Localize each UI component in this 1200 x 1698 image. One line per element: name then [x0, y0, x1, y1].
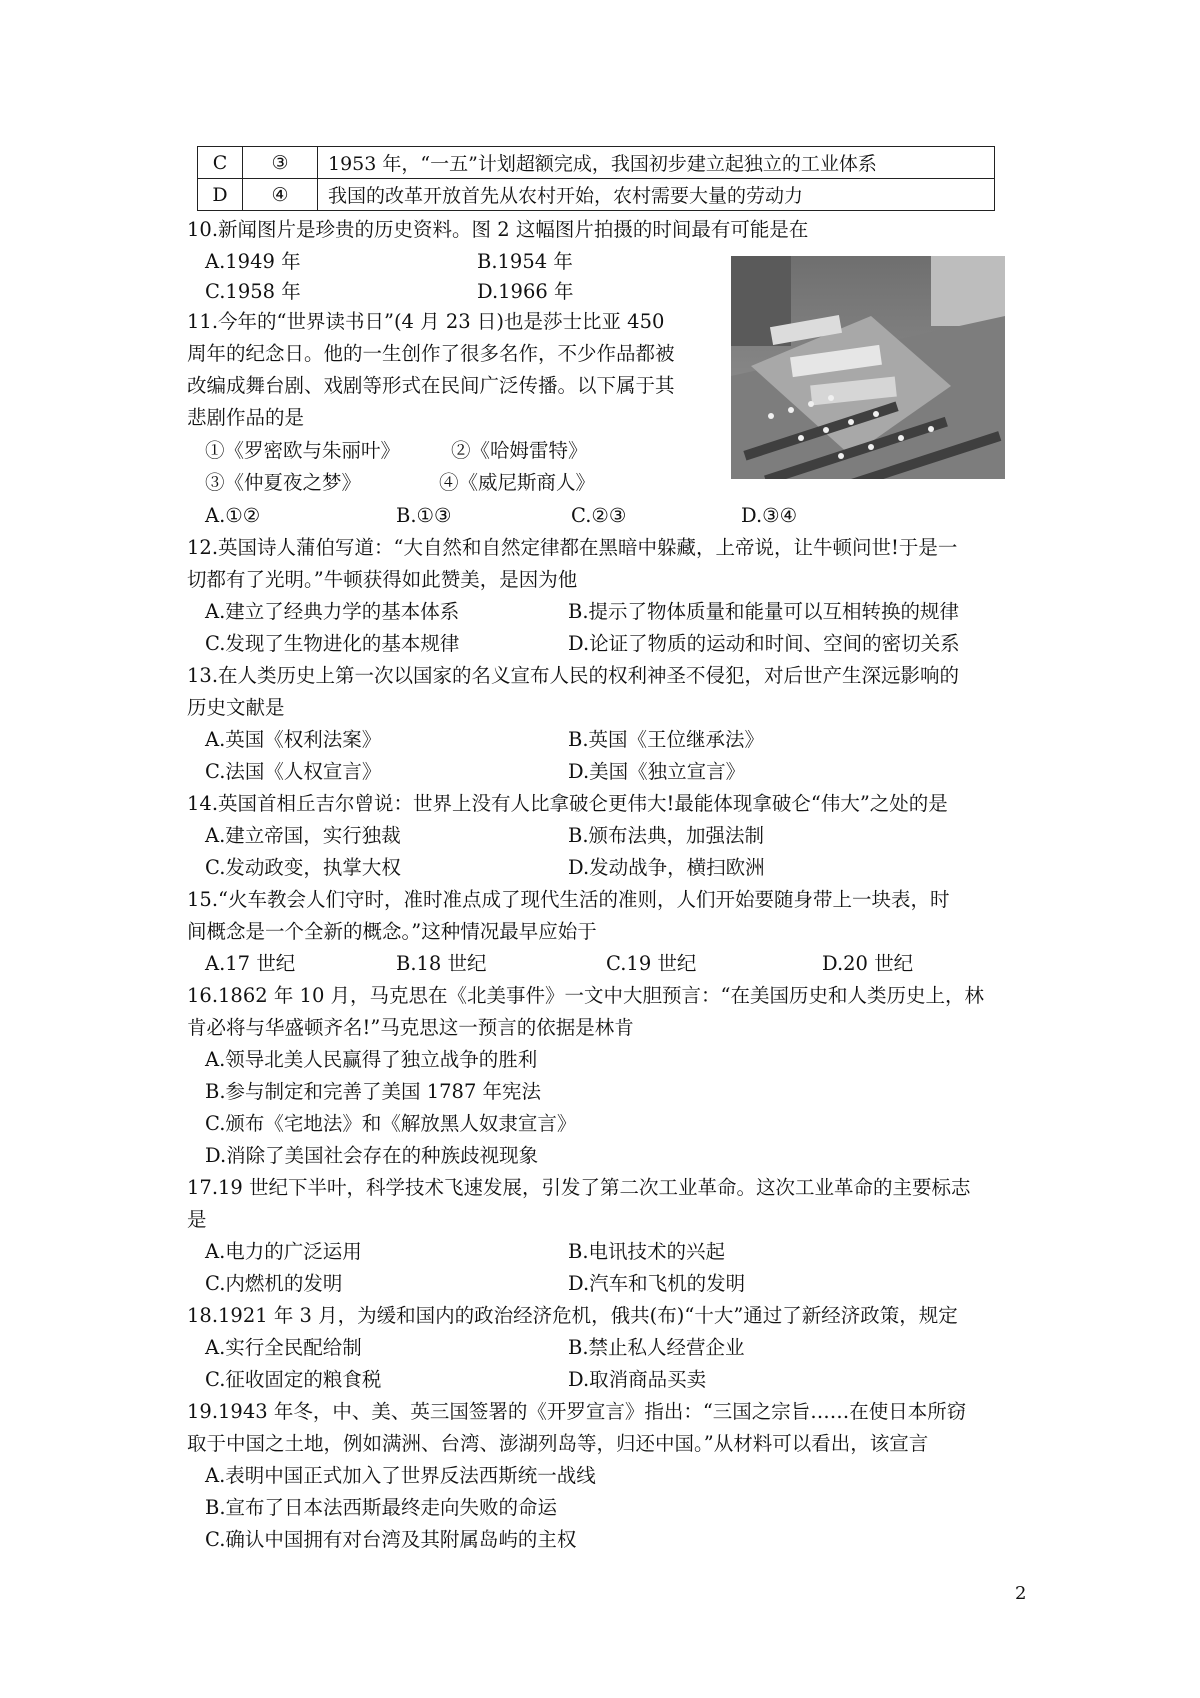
- q10-option-b: B.1954 年: [477, 250, 573, 273]
- q12-option-d: D.论证了物质的运动和时间、空间的密切关系: [568, 632, 960, 655]
- q12-option-c: C.发现了生物进化的基本规律: [205, 632, 460, 655]
- q19-option-b: B.宣布了日本法西斯最终走向失败的命运: [205, 1496, 558, 1519]
- question-15-stem-line-1: 15.“火车教会人们守时，准时准点成了现代生活的准则，人们开始要随身带上一块表，时: [187, 888, 950, 911]
- question-15-stem-line-2: 间概念是一个全新的概念。”这种情况最早应始于: [187, 920, 597, 943]
- q13-option-c: C.法国《人权宣言》: [205, 760, 382, 783]
- q11-option-d: D.③④: [741, 504, 798, 527]
- q17-option-a: A.电力的广泛运用: [205, 1240, 362, 1263]
- question-11-stem-line-3: 改编成舞台剧、戏剧等形式在民间广泛传播。以下属于其: [187, 374, 675, 397]
- figure-2-news-photo: [731, 256, 1005, 479]
- q15-option-c: C.19 世纪: [606, 952, 697, 975]
- q15-option-d: D.20 世纪: [822, 952, 914, 975]
- q11-option-c: C.②③: [571, 504, 627, 527]
- table-row: [198, 179, 995, 211]
- q11-item-4: ④《威尼斯商人》: [439, 471, 596, 494]
- question-19-stem-line-2: 取于中国之土地，例如满洲、台湾、澎湖列岛等，归还中国。”从材料可以看出，该宣言: [187, 1432, 929, 1455]
- question-11-stem-line-4: 悲剧作品的是: [187, 406, 305, 429]
- q13-option-d: D.美国《独立宣言》: [568, 760, 746, 783]
- page-number: 2: [1015, 1583, 1027, 1604]
- question-17-stem-line-1: 17.19 世纪下半叶，科学技术飞速发展，引发了第二次工业革命。这次工业革命的主要标志: [187, 1176, 971, 1199]
- question-12-stem-line-2: 切都有了光明。”牛顿获得如此赞美，是因为他: [187, 568, 578, 591]
- q10-option-a: A.1949 年: [205, 250, 301, 273]
- q10-option-c: C.1958 年: [205, 280, 301, 303]
- q18-option-b: B.禁止私人经营企业: [568, 1336, 745, 1359]
- answer-option-table: [197, 146, 995, 211]
- q14-option-d: D.发动战争，横扫欧洲: [568, 856, 765, 879]
- q12-option-b: B.提示了物体质量和能量可以互相转换的规律: [568, 600, 960, 623]
- question-16-stem-line-1: 16.1862 年 10 月，马克思在《北美事件》一文中大胆预言：“在美国历史和人类历史上，林: [187, 984, 985, 1007]
- q19-option-a: A.表明中国正式加入了世界反法西斯统一战线: [205, 1464, 596, 1487]
- q14-option-c: C.发动政变，执掌大权: [205, 856, 401, 879]
- q18-option-a: A.实行全民配给制: [205, 1336, 362, 1359]
- parade-photo-image: [731, 256, 1005, 479]
- question-13-stem-line-2: 历史文献是: [187, 696, 285, 719]
- question-16-stem-line-2: 肯必将与华盛顿齐名!”马克思这一预言的依据是林肯: [187, 1016, 634, 1039]
- q11-item-3: ③《仲夏夜之梦》: [205, 471, 362, 494]
- q16-option-a: A.领导北美人民赢得了独立战争的胜利: [205, 1048, 538, 1071]
- q11-option-b: B.①③: [396, 504, 452, 527]
- question-11-stem-line-1: 11.今年的“世界读书日”(4 月 23 日)也是莎士比亚 450: [187, 310, 665, 333]
- q17-option-c: C.内燃机的发明: [205, 1272, 343, 1295]
- q10-option-d: D.1966 年: [477, 280, 574, 303]
- q15-option-b: B.18 世纪: [396, 952, 487, 975]
- q16-option-d: D.消除了美国社会存在的种族歧视现象: [205, 1144, 539, 1167]
- q14-option-a: A.建立帝国，实行独裁: [205, 824, 401, 847]
- q18-option-c: C.征收固定的粮食税: [205, 1368, 382, 1391]
- q13-option-b: B.英国《王位继承法》: [568, 728, 765, 751]
- q16-option-b: B.参与制定和完善了美国 1787 年宪法: [205, 1080, 542, 1103]
- q15-option-a: A.17 世纪: [205, 952, 296, 975]
- q17-option-d: D.汽车和飞机的发明: [568, 1272, 746, 1295]
- question-17-stem-line-2: 是: [187, 1208, 207, 1231]
- q12-option-a: A.建立了经典力学的基本体系: [205, 600, 460, 623]
- option-text: 1953 年，“一五”计划超额完成，我国初步建立起独立的工业体系: [318, 147, 995, 179]
- question-19-stem-line-1: 19.1943 年冬，中、美、英三国签署的《开罗宣言》指出：“三国之宗旨……在使日本所窃: [187, 1400, 967, 1423]
- option-letter: C: [198, 147, 243, 179]
- q14-option-b: B.颁布法典，加强法制: [568, 824, 765, 847]
- question-10-stem: 10.新闻图片是珍贵的历史资料。图 2 这幅图片拍摄的时间最有可能是在: [187, 218, 809, 241]
- question-18-stem: 18.1921 年 3 月，为缓和国内的政治经济危机，俄共(布)“十大”通过了新经济政策，规定: [187, 1304, 958, 1327]
- option-number: ③: [243, 147, 318, 179]
- q11-item-2: ②《哈姆雷特》: [451, 439, 588, 462]
- table-row: [198, 147, 995, 179]
- question-14-stem: 14.英国首相丘吉尔曾说：世界上没有人比拿破仑更伟大!最能体现拿破仑“伟大”之处的是: [187, 792, 948, 815]
- question-11-stem-line-2: 周年的纪念日。他的一生创作了很多名作，不少作品都被: [187, 342, 675, 365]
- question-13-stem-line-1: 13.在人类历史上第一次以国家的名义宣布人民的权利神圣不侵犯，对后世产生深远影响的: [187, 664, 960, 687]
- question-12-stem-line-1: 12.英国诗人蒲伯写道：“大自然和自然定律都在黑暗中躲藏，上帝说，让牛顿问世!于是一: [187, 536, 958, 559]
- q13-option-a: A.英国《权利法案》: [205, 728, 382, 751]
- option-number: ④: [243, 179, 318, 211]
- q11-item-1: ①《罗密欧与朱丽叶》: [205, 439, 401, 462]
- q19-option-c: C.确认中国拥有对台湾及其附属岛屿的主权: [205, 1528, 577, 1551]
- option-text: 我国的改革开放首先从农村开始，农村需要大量的劳动力: [318, 179, 995, 211]
- q18-option-d: D.取消商品买卖: [568, 1368, 707, 1391]
- q16-option-c: C.颁布《宅地法》和《解放黑人奴隶宣言》: [205, 1112, 577, 1135]
- option-letter: D: [198, 179, 243, 211]
- q11-option-a: A.①②: [205, 504, 261, 527]
- q17-option-b: B.电讯技术的兴起: [568, 1240, 726, 1263]
